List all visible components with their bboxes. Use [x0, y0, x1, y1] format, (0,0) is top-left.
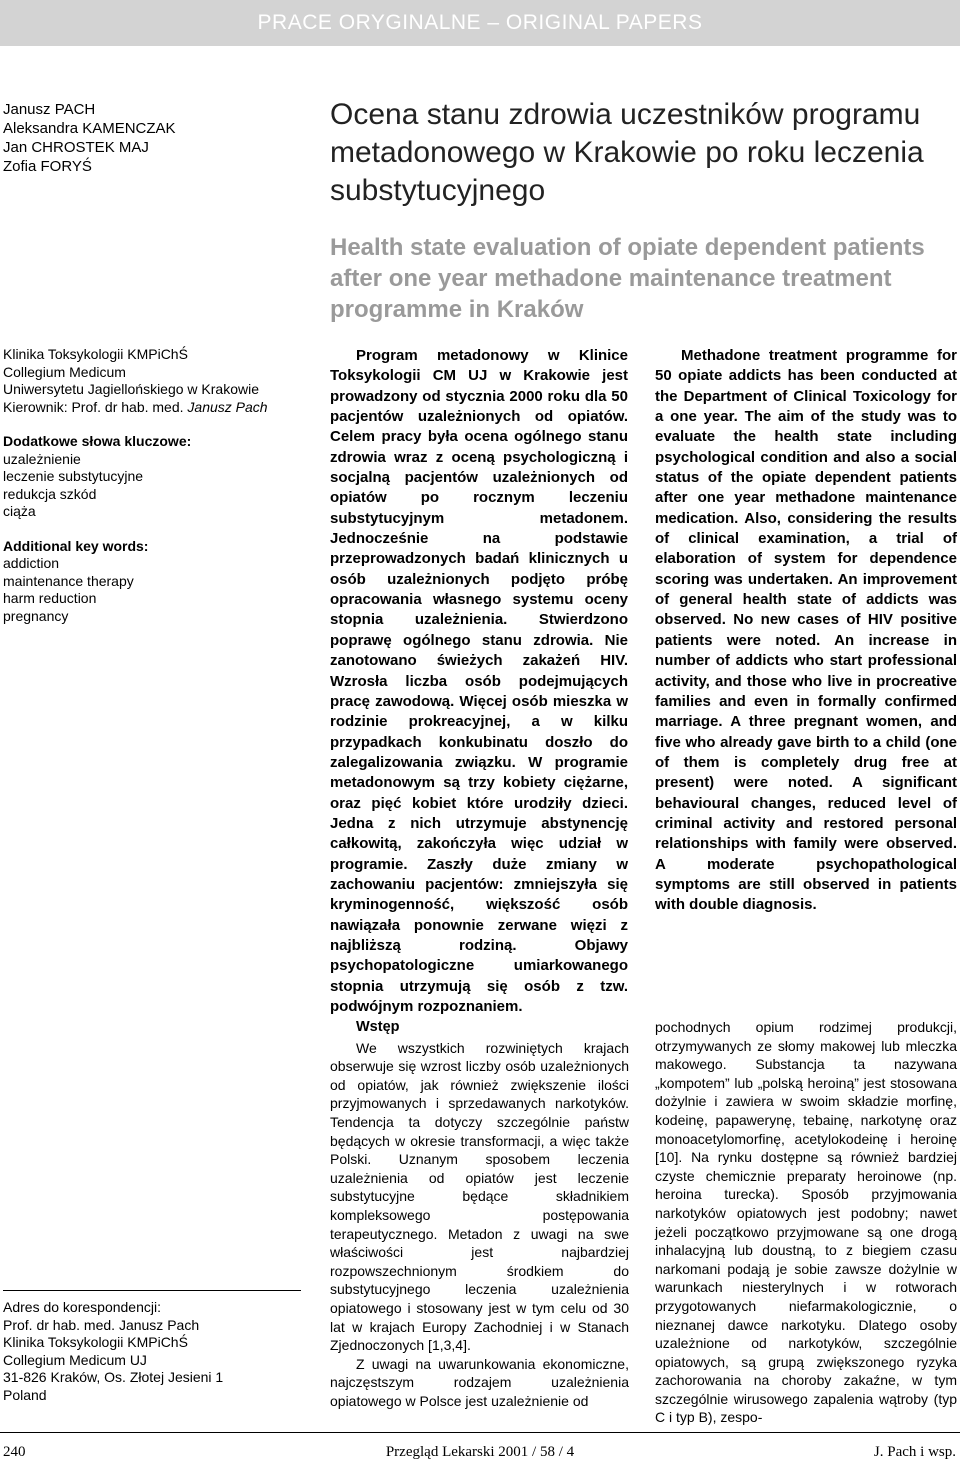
abstract-english-text: Methadone treatment programme for 50 opiate addicts has been conducted at the Department of Clinical Toxicology for a one year. The aim of the study was to evaluate the health state including psychological condition and also a social status of the opiate dependent patients after one year methadone maintenance medication. Also, considering the results of clinical examination, a trial of elaboration of system for dependence scoring was undertaken. An improvement of general health state of addicts was observed. No new cases of HIV positive patients were noted. An increase in number of addicts who start professional activity, and those who live in procreative families and even in formally confirmed marriage. A three pregnant women, and five who already gave birth to a child (one of them is completely drug free at present) were noted. A significant behavioural changes, reduced level of criminal activity and restored personal relationships with family were observed. A moderate psychopathological symptoms are still observed in patients with double diagnosis.	[655, 347, 957, 914]
author-name: Zofia FORYŚ	[3, 158, 92, 175]
keyword: pregnancy	[3, 607, 69, 624]
abstract-polish-text: Program metadonowy w Klinice Toksykologii CM UJ w Krakowie jest prowadzony od stycznia 2000 roku dla 50 pacjentów uzależnionych od opiatów. Celem pracy była ocena ogólnego stanu zdrowia wraz z oceną psychologiczną i socjalną pacjentów uzależnionych od opiatów po rocznym leczeniu substytucyjnym metadonem. Jednocześnie na podstawie przeprowadzonych badań klinicznych u osób uzależnionych podjęto próbę opracowania własnego systemu oceny stopnia uzależnienia. Stwierdzono poprawę ogólnego stanu zdrowia. Nie zanotowano świeżych zakażeń HIV. Wzrosła liczba osób podejmujących pracę zawodową. Więcej osób mieszka w rodzinie prokreacyjnej, a w kilku przypadkach konkubinatu doszło do zalegalizowania związku. W programie metadonowym są trzy kobiety ciężarne, oraz pięć kobiet które urodziły dzieci. Jedna z nich utrzymuje abstynencję całkowitą, zakończyła więc udział w programie. Zaszły duże zmiany w zachowaniu pacjentów: zmniejszyła się kryminogenność, większość osób nawiązała ponownie zerwane więzi z najbliższą rodziną. Objawy psychopatologiczne umiarkowanego stopnia utrzymują się osób z tzw. podwójnym rozpoznaniem.	[330, 347, 628, 1015]
author-list	[3, 100, 176, 176]
keyword: leczenie substytucyjne	[3, 468, 144, 484]
keyword: addiction	[3, 555, 60, 571]
department-head	[3, 399, 318, 417]
correspondence-line: Klinika Toksykologii KMPiChŚ	[3, 1334, 188, 1350]
correspondence-line: Collegium Medicum UJ	[3, 1351, 147, 1368]
correspondence-address	[3, 1290, 301, 1404]
running-author: J. Pach i wsp.	[873, 1444, 956, 1460]
department-head-name: Janusz Pach	[187, 398, 268, 415]
body-paragraph: We wszystkich rozwiniętych krajach obserwuje się wzrost liczby osób uzależnionych od opiatów, jak również zwiększenie ilości przyjmowanych i sprzedawanych narkotyków. Tendencja ta dotyczy szczególnie państw będących w okresie transformacji, a więc także Polski. Uznanym sposobem leczenia uzależnienia od opiatów jest leczenie substytucyjne będące składnikiem kompleksowego postępowania terapeutycznego. Metadon z uwagi na swe właściwości jest najbardziej rozpowszechnionym środkiem do substytucyjnego leczenia uzależnienia opiatowego i stosowany jest w tym celu od 30 lat w krajach Europy Zachodniej i w Stanach Zjednoczonych [1,3,4].	[330, 1039, 629, 1354]
page-number: 240	[3, 1444, 26, 1460]
keyword: harm reduction	[3, 590, 97, 606]
keyword: ciąża	[3, 503, 36, 519]
section-heading: Wstęp	[356, 1019, 400, 1035]
abstract-english	[655, 346, 957, 916]
keywords-en-heading: Additional key words:	[3, 537, 149, 554]
correspondence-line: Prof. dr hab. med. Janusz Pach	[3, 1316, 200, 1333]
banner-text: PRACE ORYGINALNE – ORIGINAL PAPERS	[257, 11, 703, 34]
keywords-pl-heading: Dodatkowe słowa kluczowe:	[3, 433, 192, 449]
body-paragraph: Z uwagi na uwarunkowania ekonomiczne, najczęstszym rodzajem uzależnienia opiatowego w Polsce jest uzależnienie od	[330, 1355, 629, 1409]
keyword: maintenance therapy	[3, 572, 134, 589]
author-name: Aleksandra KAMENCZAK	[3, 120, 176, 137]
body-paragraph: pochodnych opium rodzimej produkcji, otrzymywanych ze słomy makowej lub mleczka makowego. Substancja ta nazywana „kompotem” lub „polską heroiną” jest stosowana dożylnie i zawiera w swoim składzie morfinę, kodeinę, papawerynę, tebainę, narkotynę oraz monoacetylomorfinę, acetylokodeinę i heroinę [10]. Na rynku dostępne są również bardziej czyste chemicznie preparaty heroinowe (np. heroina turecka). Sposób przyjmowania narkotyków opiatowych jest podobny; nawet jeżeli początkowo przyjmowane są one drogą inhalacyjną lub doustną, to z biegiem czasu narkomani podają je sobie zawsze dożylnie w warunkach niesterylnych i w rotworach przygotowanych niefarmakologicznie, o nieznanej dawce narkotyku. Dlatego osoby uzależnione od narkotyków, szczególnie opiatowych, są grupą zwiększonego ryzyka zachorowania na choroby zakaźne, w tym szczególnie wirusowego zapalenia wątroby (typ C i typ B), zespo-	[655, 1019, 957, 1426]
body-column-left	[330, 1018, 629, 1410]
body-column-right	[655, 1018, 957, 1427]
affiliation-line: Uniwersytetu Jagiellońskiego w Krakowie	[3, 381, 260, 397]
section-banner	[0, 0, 960, 46]
correspondence-line: 31-826 Kraków, Os. Złotej Jesieni 1	[3, 1369, 224, 1385]
correspondence-heading: Adres do korespondencji:	[3, 1299, 161, 1315]
keyword: redukcja szkód	[3, 485, 97, 502]
correspondence-line: Poland	[3, 1386, 47, 1403]
abstract-polish	[330, 346, 628, 1017]
affiliation-line: Collegium Medicum	[3, 363, 126, 380]
affiliation-line: Klinika Toksykologii KMPiChŚ	[3, 346, 188, 362]
department-head-prefix: Kierownik: Prof. dr hab. med.	[3, 398, 188, 415]
author-name: Janusz PACH	[3, 101, 96, 118]
keyword: uzależnienie	[3, 450, 81, 467]
article-title-english: Health state evaluation of opiate dependent patients after one year methadone maintenance treatment programme in Kraków	[330, 234, 925, 323]
footer-divider	[0, 1432, 960, 1433]
article-title-polish: Ocena stanu zdrowia uczestników programu metadonowego w Krakowie po roku leczenia substytucyjnego	[330, 98, 924, 207]
author-name: Jan CHROSTEK MAJ	[3, 139, 149, 156]
journal-reference: Przegląd Lekarski 2001 / 58 / 4	[385, 1444, 575, 1460]
sidebar-info	[3, 346, 318, 625]
